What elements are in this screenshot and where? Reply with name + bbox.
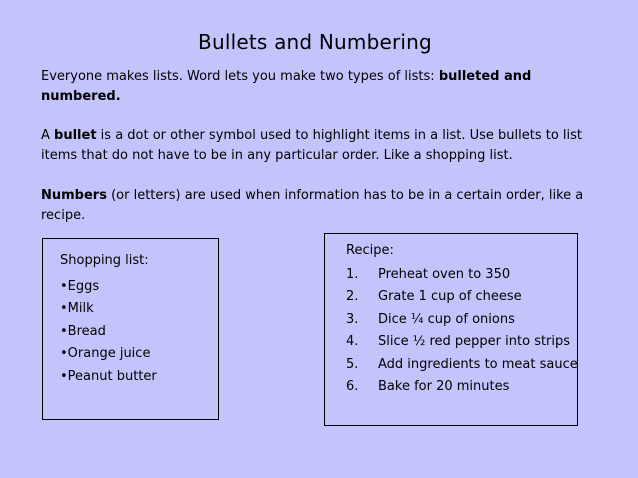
list-item: •Eggs [60,279,100,294]
step-text: Grate 1 cup of cheese [378,289,522,305]
list-item [346,264,578,286]
intro-bold-text: bulleted and numbered. [41,69,532,104]
shopping-list-box [42,238,219,420]
bullet-post-text: is a dot or other symbol used to highlight items in a list. Use bullets to list items that do not have to be in any particular order. Like a shopping list. [41,128,582,163]
list-item [346,331,578,353]
numbers-bold-text: Numbers [41,188,107,203]
list-item: •Peanut butter [60,368,157,384]
numbers-paragraph [41,186,601,226]
shopping-list [60,276,157,388]
step-number: 2. [346,289,359,305]
list-item [346,376,578,398]
intro-paragraph [41,67,601,107]
step-number: 1. [346,267,359,282]
step-number: 6. [346,378,359,394]
recipe-heading: Recipe: [346,243,394,258]
numbers-post-text: (or letters) are used when information has to be in a certain order, like a recipe. [41,188,584,223]
slide-title: Bullets and Numbering [198,30,432,54]
intro-text: Everyone makes lists. Word lets you make two types of lists: [41,69,439,84]
bullet-pre-text: A [41,128,55,143]
recipe-steps [346,264,578,398]
list-item [346,286,578,308]
list-item [346,354,578,376]
bullet-bold-text: bullet [54,128,97,143]
list-item: •Orange juice [60,346,151,362]
list-item: •Bread [60,323,106,339]
step-number: 3. [346,311,359,327]
list-item [346,309,578,331]
step-text: Slice ½ red pepper into strips [378,334,571,350]
step-number: 5. [346,356,359,372]
list-item: •Milk [60,301,94,317]
step-text: Preheat oven to 350 [378,267,511,282]
bullet-paragraph [41,126,601,166]
step-text: Add ingredients to meat sauce [378,356,578,372]
recipe-box [324,233,578,426]
shopping-list-heading: Shopping list: [60,253,149,268]
step-number: 4. [346,334,359,350]
step-text: Dice ¼ cup of onions [378,311,515,327]
step-text: Bake for 20 minutes [378,378,510,394]
